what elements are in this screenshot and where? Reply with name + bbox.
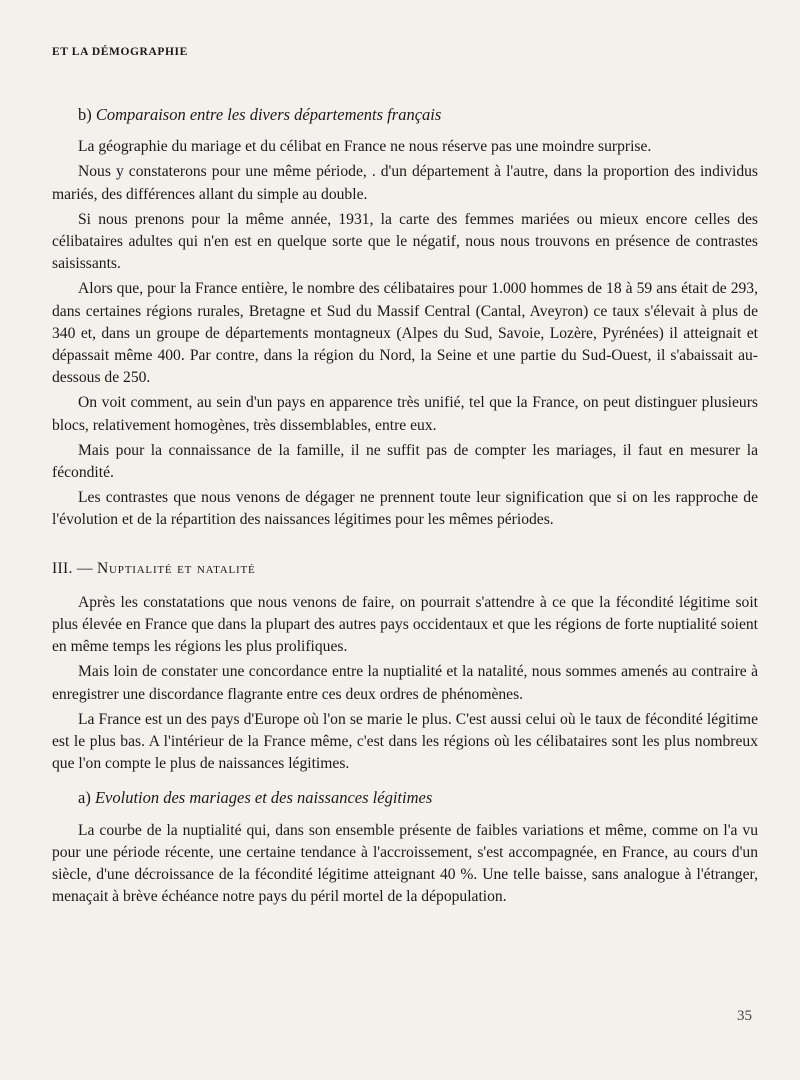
paragraph: La courbe de la nuptialité qui, dans son ensemble présente de faibles variations et même, comme on l'a vu pour une période récente, une certaine tendance à l'accroissement, s'est accompagnée, en France, au cours d'un siècle, d'une décroissance de la fécondité légitime atteignant 40 %. Une telle baisse, sans analogue à l'étranger, menaçait à brève échéance notre pays du péril mortel de la dépopulation.	[52, 821, 758, 906]
subheading-b-title: Comparaison entre les divers départements français	[95, 105, 442, 124]
page-body	[52, 104, 758, 912]
section-number: III. —	[52, 559, 93, 577]
subheading-a	[78, 787, 758, 809]
paragraph: Nous y constaterons pour une même période, . d'un département à l'autre, dans la proportion des individus mariés, des différences allant du simple au double.	[52, 163, 758, 203]
running-header: ET LA DÉMOGRAPHIE	[52, 46, 188, 58]
paragraph: Après les constatations que nous venons de faire, on pourrait s'attendre à ce que la fécondité légitime soit plus élevée en France que dans la plupart des autres pays occidentaux et que les régions de forte nuptialité soient en même temps les régions les plus prolifiques.	[52, 593, 758, 656]
subheading-a-title: Evolution des mariages et des naissances légitimes	[94, 788, 433, 808]
page-number: 35	[737, 1008, 752, 1024]
paragraph: La France est un des pays d'Europe où l'on se marie le plus. C'est aussi celui où le taux de fécondité légitime est le plus bas. A l'intérieur de la France même, c'est dans les régions où les célibataires sont les plus nombreux que l'on compte le plus de naissances légitimes.	[52, 710, 758, 773]
subheading-a-letter: a)	[78, 788, 91, 808]
paragraph: Mais pour la connaissance de la famille, il ne suffit pas de compter les mariages, il faut en mesurer la fécondité.	[52, 441, 758, 482]
subheading-b-letter: b)	[78, 105, 92, 124]
paragraph: Mais loin de constater une concordance entre la nuptialité et la natalité, nous sommes amenés au contraire à enregistrer une discordance flagrante entre ces deux ordres de phénomènes.	[52, 663, 758, 703]
paragraph: La géographie du mariage et du célibat en France ne nous réserve pas une moindre surprise.	[78, 138, 652, 156]
subheading-b	[78, 104, 758, 126]
paragraph: Alors que, pour la France entière, le nombre des célibataires pour 1.000 hommes de 18 à 59 ans était de 293, dans certaines régions rurales, Bretagne et Sud du Massif Central (Cantal, Aveyron) ce taux s'élevait à plus de 340 et, dans un groupe de départements montagneux (Alpes du Sud, Savoie, Lozère, Pyrénées) il atteignait et dépassait même 400. Par contre, dans la région du Nord, la Seine et une partie du Sud-Ouest, il s'abaissait au-dessous de 250.	[52, 280, 758, 387]
section-heading-III	[52, 558, 758, 580]
paragraph: Si nous prenons pour la même année, 1931, la carte des femmes mariées ou mieux encore celles des célibataires adultes qui n'en est en quelque sorte que le négatif, nous nous trouvons en présence de contrastes saisissants.	[52, 210, 758, 273]
paragraph: On voit comment, au sein d'un pays en apparence très unifié, tel que la France, on peut distinguer plusieurs blocs, relativement homogènes, très dissemblables, entre eux.	[52, 394, 758, 434]
section-title: Nuptialité et natalité	[96, 559, 256, 577]
paragraph: Les contrastes que nous venons de dégager ne prennent toute leur signification que si on les rapproche de l'évolution et de la répartition des naissances légitimes pour les mêmes périodes.	[52, 489, 758, 529]
